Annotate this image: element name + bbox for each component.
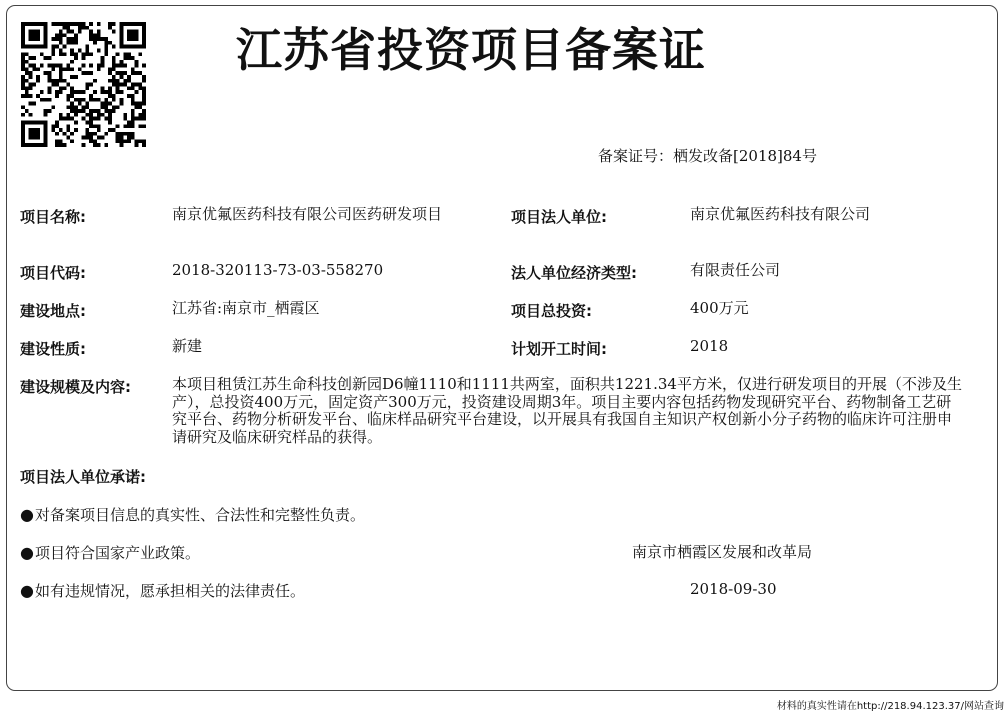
bullet-icon: ●	[20, 505, 34, 524]
start-time-label: 计划开工时间:	[511, 340, 607, 358]
pledge-item-1	[20, 504, 365, 525]
pledge-item-3	[20, 580, 305, 601]
filing-number: 备案证号：栖发改备[2018]84号	[598, 147, 817, 165]
total-investment-label: 项目总投资:	[511, 302, 592, 320]
legal-entity-value: 南京优氟医药科技有限公司	[690, 205, 871, 223]
pledge-heading: 项目法人单位承诺:	[20, 468, 146, 486]
location-label: 建设地点:	[20, 302, 86, 320]
verification-footer: 材料的真实性请在http://218.94.123.37/网站查询	[776, 701, 1004, 712]
scope-value: 本项目租赁江苏生命科技创新园D6幢1110和1111共两室，面积共1221.34平方米，仅进行研发项目的开展（不涉及生产），总投资400万元，固定资产300万元，投资建设周期3年。项目主要内容包括药物发现研究平台、药物制备工艺研究平台、药物分析研发平台、临床样品研究平台建设，以开展具有我国自主知识产权创新小分子药物的临床许可注册申请研究及临床研究样品的获得。	[172, 375, 962, 446]
legal-entity-label: 项目法人单位:	[511, 208, 607, 226]
scope-label: 建设规模及内容:	[20, 378, 131, 396]
nature-value: 新建	[172, 337, 203, 355]
pledge-item-text: 项目符合国家产业政策。	[34, 544, 200, 562]
bullet-icon: ●	[20, 543, 34, 562]
project-code-label: 项目代码:	[20, 264, 86, 282]
issuing-agency: 南京市栖霞区发展和改革局	[632, 543, 813, 561]
issue-date: 2018-09-30	[690, 580, 777, 598]
nature-label: 建设性质:	[20, 340, 86, 358]
economic-type-value: 有限责任公司	[690, 261, 781, 279]
pledge-item-text: 对备案项目信息的真实性、合法性和完整性负责。	[34, 506, 365, 524]
project-name-value: 南京优氟医药科技有限公司医药研发项目	[172, 205, 443, 223]
bullet-icon: ●	[20, 581, 34, 600]
total-investment-value: 400万元	[690, 299, 749, 317]
certificate-title: 江苏省投资项目备案证	[236, 23, 706, 77]
economic-type-label: 法人单位经济类型:	[511, 264, 637, 282]
pledge-item-text: 如有违规情况，愿承担相关的法律责任。	[34, 582, 305, 600]
project-name-label: 项目名称:	[20, 208, 86, 226]
location-value: 江苏省:南京市_栖霞区	[172, 299, 320, 317]
qr-code-icon	[21, 22, 146, 147]
start-time-value: 2018	[690, 337, 729, 355]
project-code-value: 2018-320113-73-03-558270	[172, 261, 384, 279]
pledge-item-2	[20, 542, 200, 563]
